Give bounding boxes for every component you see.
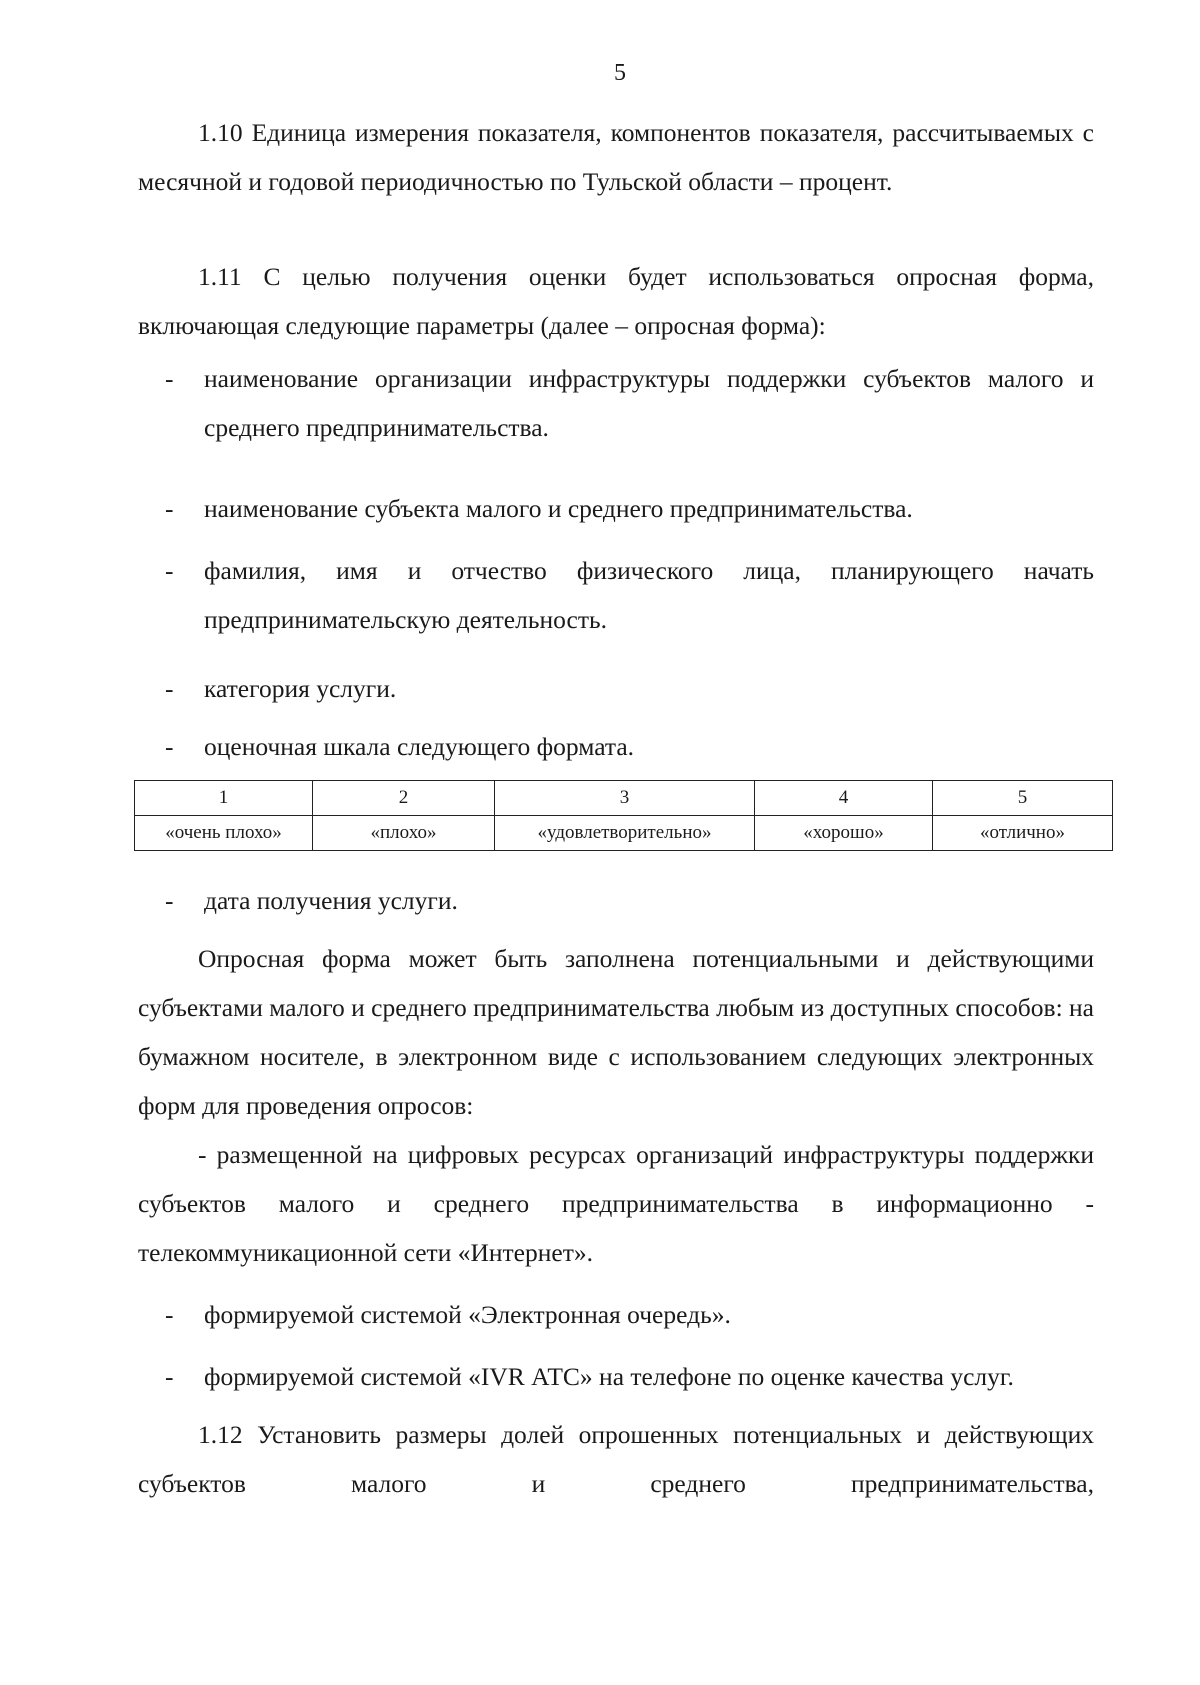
- list-item: [138, 1290, 1094, 1339]
- table-row: [135, 781, 1113, 816]
- list-item-text: наименование субъекта малого и среднего предпринимательства.: [204, 494, 913, 523]
- rating-label-cell: «удовлетворительно»: [495, 816, 755, 851]
- list-item: [138, 354, 1094, 452]
- list-item: [138, 546, 1094, 644]
- list-item-text: дата получения услуги.: [204, 886, 458, 915]
- list-item-text: наименование организации инфраструктуры поддержки субъектов малого и среднего предпринимательства.: [204, 364, 1094, 442]
- list-dash: -: [165, 1300, 174, 1329]
- list-item-text: оценочная шкала следующего формата.: [204, 732, 635, 761]
- placed-paragraph: - размещенной на цифровых ресурсах организаций инфраструктуры поддержки субъектов малого и среднего предпринимательства в информационно - телекоммуникационной сети «Интернет».: [138, 1140, 1094, 1267]
- list-dash: -: [165, 732, 174, 761]
- rating-number-cell: 1: [135, 781, 313, 816]
- list-dash: -: [165, 674, 174, 703]
- rating-scale-table: [134, 780, 1113, 851]
- list-item-text: фамилия, имя и отчество физического лица, планирующего начать предпринимательскую деятельность.: [204, 556, 1094, 634]
- list-item-text: категория услуги.: [204, 674, 397, 703]
- list-dash: -: [165, 494, 174, 523]
- list-item-text: формируемой системой «Электронная очередь».: [204, 1300, 731, 1329]
- rating-label-cell: «плохо»: [313, 816, 495, 851]
- page-number: 5: [614, 60, 626, 86]
- list-item: [138, 722, 1094, 771]
- list-dash: -: [165, 886, 174, 915]
- list-dash: -: [165, 1362, 174, 1391]
- list-item: [138, 876, 1094, 925]
- rating-number-cell: 4: [755, 781, 933, 816]
- rating-label-cell: «очень плохо»: [135, 816, 313, 851]
- paragraph-1-11: 1.11 С целью получения оценки будет использоваться опросная форма, включающая следующие параметры (далее – опросная форма):: [138, 262, 1094, 340]
- rating-label-cell: «отлично»: [933, 816, 1113, 851]
- paragraph-1-12: 1.12 Установить размеры долей опрошенных потенциальных и действующих субъектов малого и среднего предпринимательства,: [138, 1420, 1094, 1498]
- table-row: [135, 816, 1113, 851]
- rating-number-cell: 2: [313, 781, 495, 816]
- list-item: [138, 484, 1094, 533]
- survey-paragraph: Опросная форма может быть заполнена потенциальными и действующими субъектами малого и среднего предпринимательства любым из доступных способов: на бумажном носителе, в электронном виде с использованием следующих электронных форм для проведения опросов:: [138, 944, 1094, 1120]
- list-dash: -: [165, 556, 174, 585]
- list-item: [138, 1352, 1094, 1401]
- rating-number-cell: 5: [933, 781, 1113, 816]
- rating-label-cell: «хорошо»: [755, 816, 933, 851]
- rating-number-cell: 3: [495, 781, 755, 816]
- list-item: [138, 664, 1094, 713]
- list-item-text: формируемой системой «IVR АТС» на телефоне по оценке качества услуг.: [204, 1362, 1014, 1391]
- list-dash: -: [165, 364, 174, 393]
- paragraph-1-10: 1.10 Единица измерения показателя, компонентов показателя, рассчитываемых с месячной и годовой периодичностью по Тульской области – процент.: [138, 118, 1094, 196]
